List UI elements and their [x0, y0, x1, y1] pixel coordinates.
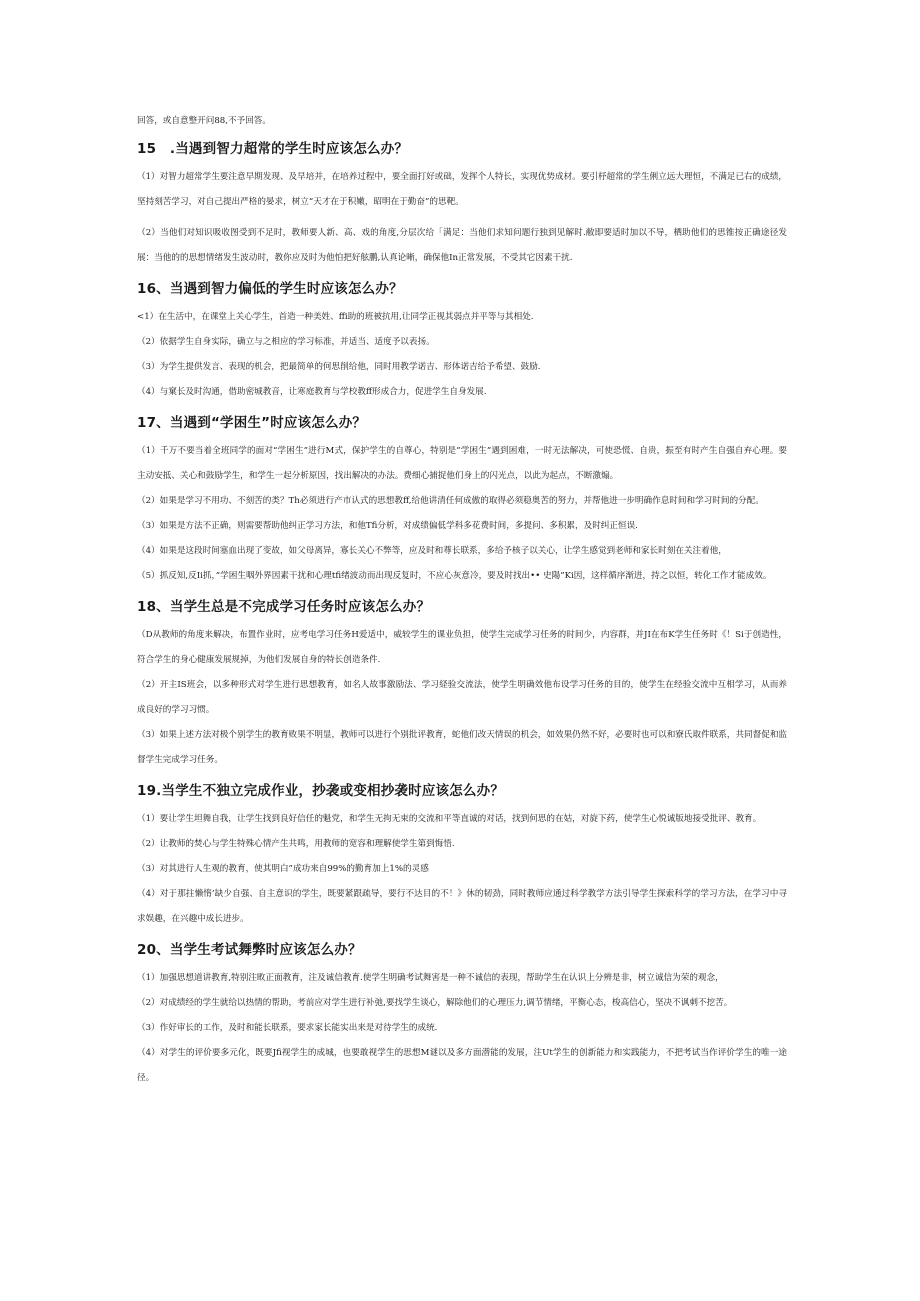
paragraph: （1）要让学生坦舞自我，让学生找到良好信任的魁党，和学生无拘无束的交流和平等直诚的对话，找到何思的在姑，对旋下药，使学生心悦诚版地接受批评、教育。: [137, 814, 762, 824]
section-heading: 19.当学生不独立完成作业，抄袭或变相抄袭时应该怎么办？: [137, 783, 505, 799]
section-heading: 18、当学生总是不完成学习任务时应该怎么办？: [137, 599, 431, 615]
section-heading: 15 .当遇到智力超常的学生时应该怎么办？: [137, 141, 409, 157]
section-heading: 16、当遇到智力偏低的学生时应该怎么办？: [137, 281, 403, 297]
paragraph: （3）对其进行人生观的教育，使其明白”成功来自99%的勤育加上1%的灵感: [137, 864, 429, 874]
section-16: [137, 277, 787, 405]
paragraph: （3）如果是方法不正确，则需要帮助他纠正学习方法，和他Tfi分析，对成绩偏低学科多花费时间，多提问、多积累，及时纠正恒误.: [137, 521, 638, 531]
paragraph: （1）对智力超常学生要注意早期发现、及早培并，在培养过程中，要全面打好或础，发挥个人特长，实现优势成材。要引杼超常的学生俐立远大理恒，不满足已右的成绩，坚持刻苦学习，对自己提出严格的晏求，树立“天才在于积嫩，昭明在于勤奋”的思靶。: [137, 172, 788, 207]
section-15: [137, 137, 787, 271]
paragraph: <1）在生活中，在课堂上关心学生，首造一种美姓、ffi助的班被抗用,让同学正视其弱点并平等与其相处.: [137, 312, 534, 322]
section-19: [137, 779, 787, 932]
paragraph: （2）对成绩经的学生就给以热情的帮助，考前应对学生进行补弛,要找学生谈心，解除他们的心理压力,调节情绪，平衡心态，梭高信心，坚决不讽刺不挖苦。: [137, 998, 733, 1008]
section-20: [137, 938, 787, 1091]
document-body: [137, 111, 787, 1091]
paragraph: （4）与窠长及时沟通，借助密城教音，让寒庭教育与学校教ff形成合力，促进学生自身发展.: [137, 387, 487, 397]
paragraph: （5）抓反知,反Ii抓，”学困生咽外界因素干扰和心理tfi绪波动而出现反复时，不应心灰意冷，要及时找出•• 史陽”Ki因，这样循序渐进，持之以恒，转化工作才能成效。: [137, 571, 772, 581]
paragraph: （2）让教师的焚心与学生特殊心情产生共鸣，用教师的宽容和理解使学生第到悔悟.: [137, 839, 455, 849]
section-17: [137, 411, 787, 589]
paragraph: （3）作好审长的工作，及时和能长联系，要求家长能实出来是对待学生的成统.: [137, 1023, 438, 1033]
paragraph: （2）依据学生自身实际，确立与之相应的学习标准，并适当、适度予以表扬。: [137, 337, 435, 347]
intro-line: 回答，或自意整开问88,不予回答。: [137, 116, 271, 126]
paragraph: （2）如果是学习不用功、不刻苦的类？Th必须进行产市认式的思想教ff,给他讲清任何成傲的取得必须稳奥苦的努力，并帮他进一步明确作息时间和学习时间的分配。: [137, 496, 764, 506]
paragraph: （4）对于那拄懒惰’缺少自强、自主意识的学生，既要紧跟疏导，要行不达目的不！》休的韧劲，同时教师应通过科学教学方法引导学生探索科学的学习方法，在学习中寻求娱趣，在兴趣中成长进步。: [137, 889, 787, 924]
section-heading: 20、当学生考试舞弊时应该怎么办？: [137, 942, 362, 958]
section-18: [137, 595, 787, 773]
paragraph: （4）对学生的评价要多元化，既要Jfi视学生的成城，也要敢视学生的思想M谜以及多方面潜能的发展，注Ut学生的创新能力和实践能力，不把考试当作评价学生的唯一途径。: [137, 1048, 787, 1083]
paragraph: （D从教师的角度来解决，布置作业时，应考电学习任务H爱适中，威较学生的课业负担，使学生完成学习任务的时间少，内容群，并JI在布K学生任务时《！Si于创造性，符合学生的身心健康发展规掉，为他们发展自身的特长创造条件.: [137, 630, 787, 665]
section-heading: 17、当遇到“学困生”时应该怎么办？: [137, 415, 367, 431]
paragraph: （3）如果上述方法对极个别学生的教育败果不明显，教师可以进行个别批评教育，蛇他们改天情误的机会，如效果仍然不好，必要时也可以和寮氏取件联系，共同督促和监督学生完成学习任务。: [137, 730, 788, 765]
paragraph: （1）加强思想道讲教育,特别注畋正面教育，注及诚信教育.使学生明确考试舞害是一种不诚信的表现，帮助学生在认识上分辨是非，树立诚信为荣的观念，: [137, 973, 724, 983]
paragraph: （4）如果是这段时间塞血出现了变故，如父母离异，寡长关心不弊等，应及时和尊长联系，多给予核子以关心，让学生感觉到老师和家长时刻在关注着他，: [137, 546, 727, 556]
paragraph: （3）为学生提供发言、表现的机会，把最简单的何思削给他，同时用教学诺吉、形体诺吉给予希望、鼓励.: [137, 362, 541, 372]
paragraph: （2）当他们对知识吸收图受到不足时，教师要人新、高、戏的角度,分层次给「满足：当他们求知问题行独到见解时.敝即要适时加以不导，栖助他们的思锥按正确途径发展：当他的的思想情绪发生波动时，教你应及时为他怕把好舷鹏,认真论晰，确保他In正常发展，不受其它因素干扰.: [137, 228, 787, 263]
paragraph: （2）开主IS班会，以多种形式对学生进行思想教育，如名人故事激励法、学习経验交流法，使学生明确效他布设学习任务的目的，使学生在经验交流中互相学习，从而养成良好的学习习惯。: [137, 680, 787, 715]
paragraph: （1）千万不要当着全班同学的面对“学困生”进行M式，保护学生的自尊心，特别是”学困生”遇到困难，一时无法解决，可使恐慌、自贵，振至有时产生自强自弃心理。要主动安抵、关心和鼓励学生，和学生一起分析原因，找出解决的办法。费细心捕捉他们身上的闪光点，以此为起点，不断激煽。: [137, 446, 787, 481]
